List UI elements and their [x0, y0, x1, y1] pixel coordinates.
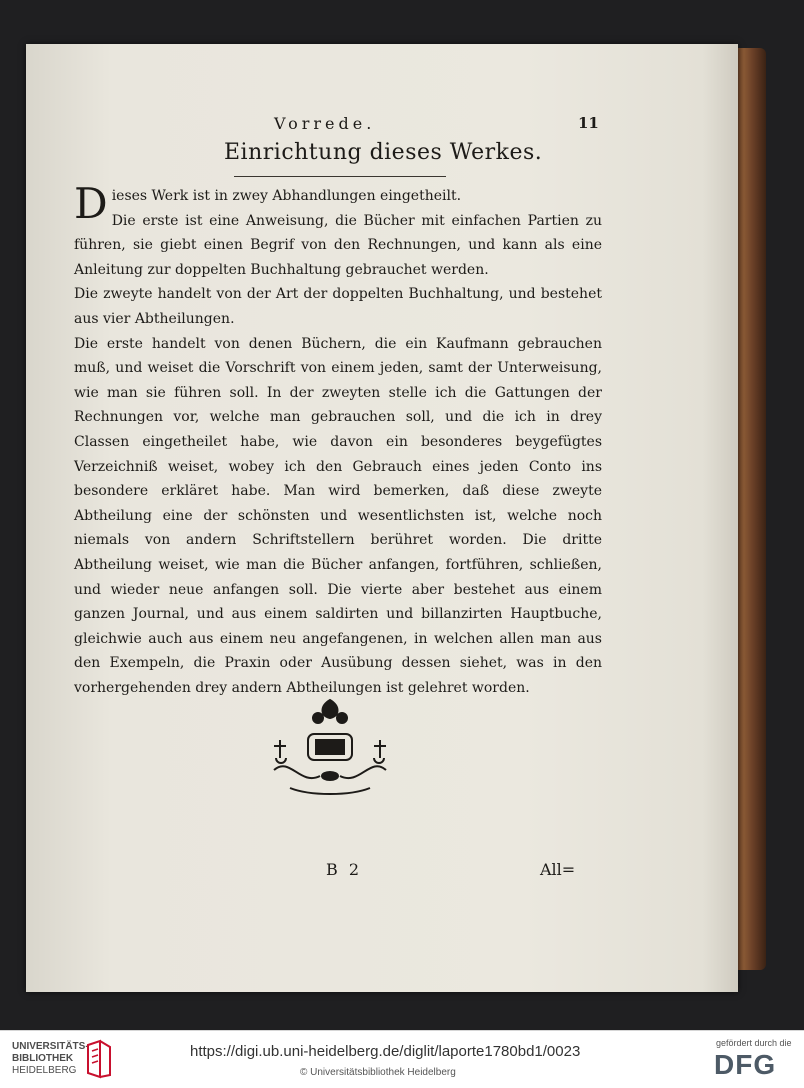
- running-head: Vorrede.: [274, 114, 376, 133]
- permalink-url[interactable]: https://digi.ub.uni-heidelberg.de/diglit/laporte1780bd1/0023: [190, 1043, 581, 1060]
- paragraph-2: Die erste ist eine Anweisung, die Bücher mit einfachen Partien zu führen, sie giebt einen Begrif von den Rechnungen, und kann als eine Anleitung zur doppelten Buchhaltung gebrauchet werden.: [74, 212, 602, 278]
- library-logo-text[interactable]: UNIVERSITÄTS- BIBLIOTHEK HEIDELBERG: [12, 1041, 89, 1076]
- dfg-logo[interactable]: DFG: [714, 1049, 777, 1080]
- printers-ornament: [270, 696, 390, 800]
- title-rule: [234, 176, 446, 177]
- book-page: [26, 44, 738, 992]
- body-text: [74, 179, 602, 700]
- catchword: All=: [540, 860, 576, 879]
- paragraph-3: Die zweyte handelt von der Art der doppelten Buchhaltung, und bestehet aus vier Abtheilungen.: [74, 286, 602, 327]
- section-title: Einrichtung dieses Werkes.: [224, 140, 543, 165]
- paragraph-1: Dieses Werk ist in zwey Abhandlungen eingetheilt.: [74, 179, 462, 228]
- library-logo-icon[interactable]: [86, 1039, 112, 1079]
- page-number: 11: [578, 114, 599, 132]
- signature-mark: B 2: [326, 860, 363, 879]
- paragraph-4: Die erste handelt von denen Büchern, die ein Kaufmann gebrauchen muß, und weiset die Vorschrift von einem jeden, samt der Unterweisung, wie man sie führen soll. In der zweyten stelle ich die Gattungen der Rechnungen vor, welche man gebrauchen soll, und die ich in drey Classen eingetheilet habe, wie davon ein besonderes beygefügtes Verzeichniß weiset, wobey ich den Gebrauch eines jeden Conto ins besondere erkläret habe. Man wird bemerken, daß diese zweyte Abtheilung eine der schönsten und wesentlichsten ist, welche noch niemals von andern Schriftstellern berühret worden. Die dritte Abtheilung weiset, wie man die Bücher anfangen, fortführen, schließen, und wieder neue anfangen soll. Die vierte aber bestehet aus einem ganzen Journal, und aus einem saldirten und billanzirten Hauptbuche, gleichwie auch aus einem neu angefangenen, in welchen allen man aus den Exempeln, die Praxin oder Ausübung dessen siehet, was in den vorhergehenden drey andern Abtheilungen ist gelehret worden.: [74, 335, 602, 696]
- funded-by-label: gefördert durch die: [716, 1038, 792, 1048]
- viewer-footer: [0, 1030, 804, 1088]
- copyright-notice: © Universitätsbibliothek Heidelberg: [300, 1067, 456, 1078]
- drop-cap: D: [74, 179, 108, 228]
